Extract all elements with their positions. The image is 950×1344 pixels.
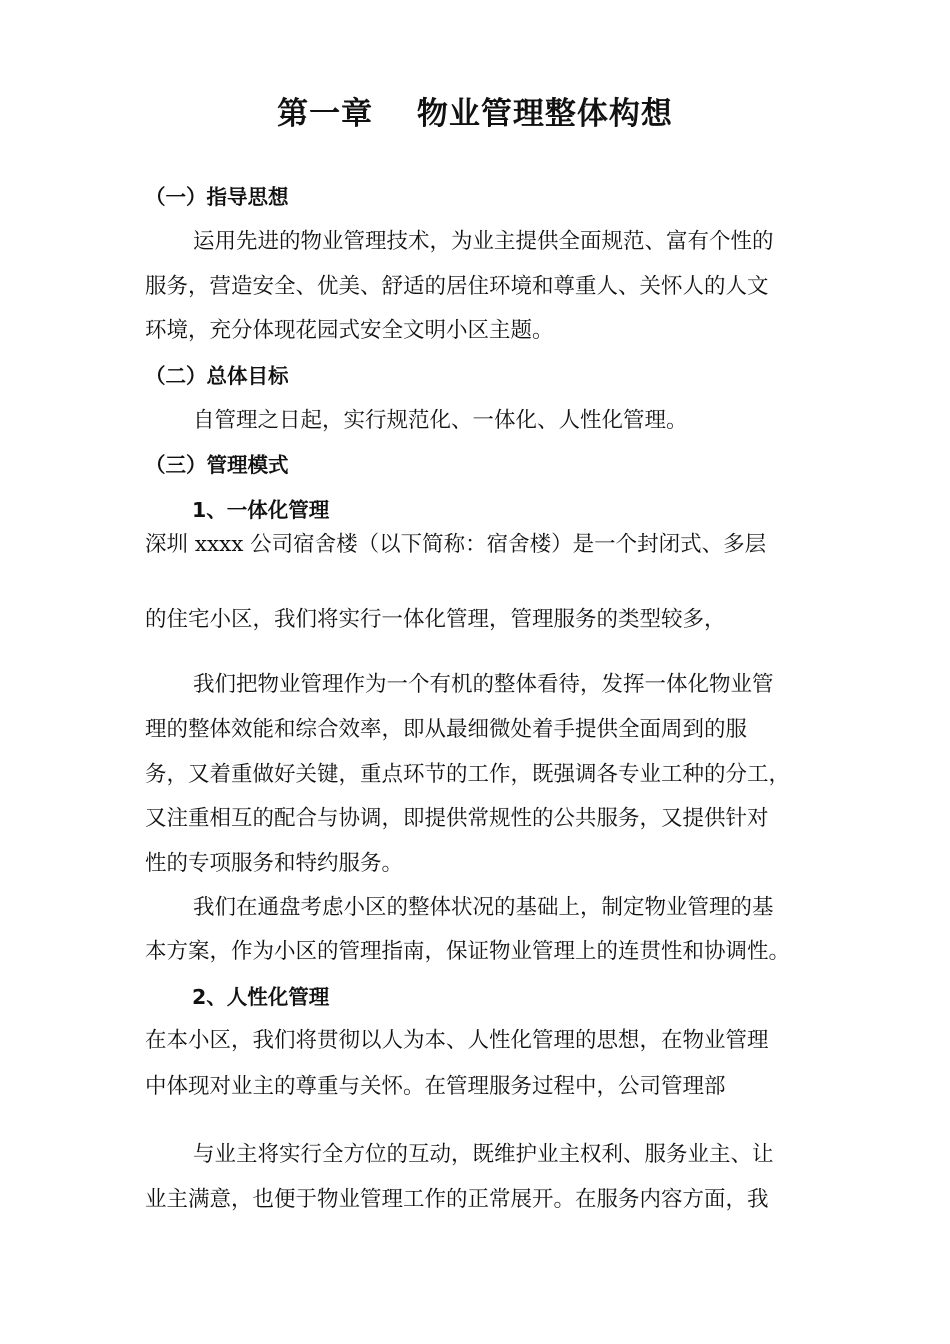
paragraph-line: 深圳 xxxx 公司宿舍楼（以下简称：宿舍楼）是一个封闭式、多层 [145,532,767,557]
paragraph-line: 务，又着重做好关键，重点环节的工作，既强调各专业工种的分工， [145,762,791,787]
paragraph-line: 的住宅小区，我们将实行一体化管理，管理服务的类型较多， [145,607,726,632]
section-heading-3: （三）管理模式 [145,453,289,477]
paragraph-line: 业主满意，也便于物业管理工作的正常展开。在服务内容方面，我 [145,1187,769,1212]
paragraph-line: 在本小区，我们将贯彻以人为本、人性化管理的思想，在物业管理 [145,1028,769,1053]
chapter-title: 第一章 物业管理整体构想 [277,96,673,132]
paragraph-line: 理的整体效能和综合效率，即从最细微处着手提供全面周到的服 [145,717,748,742]
paragraph-line: 性的专项服务和特约服务。 [145,851,404,876]
paragraph-line: 环境，充分体现花园式安全文明小区主题。 [145,318,554,343]
paragraph-line: 自管理之日起，实行规范化、一体化、人性化管理。 [193,408,688,433]
section-heading-1: （一）指导思想 [145,185,289,209]
paragraph-line: 又注重相互的配合与协调，即提供常规性的公共服务，又提供针对 [145,806,769,831]
subsection-heading-1: 1、一体化管理 [192,498,330,522]
paragraph-line: 我们把物业管理作为一个有机的整体看待，发挥一体化物业管 [193,672,774,697]
paragraph-line: 本方案，作为小区的管理指南，保证物业管理上的连贯性和协调性。 [145,939,791,964]
paragraph-line: 运用先进的物业管理技术，为业主提供全面规范、富有个性的 [193,229,774,254]
subsection-heading-2: 2、人性化管理 [192,985,330,1009]
section-heading-2: （二）总体目标 [145,364,289,388]
paragraph-line: 与业主将实行全方位的互动，既维护业主权利、服务业主、让 [193,1142,774,1167]
paragraph-line: 服务，营造安全、优美、舒适的居住环境和尊重人、关怀人的人文 [145,274,769,299]
paragraph-line: 中体现对业主的尊重与关怀。在管理服务过程中，公司管理部 [145,1074,726,1099]
paragraph-line: 我们在通盘考虑小区的整体状况的基础上，制定物业管理的基 [193,895,774,920]
